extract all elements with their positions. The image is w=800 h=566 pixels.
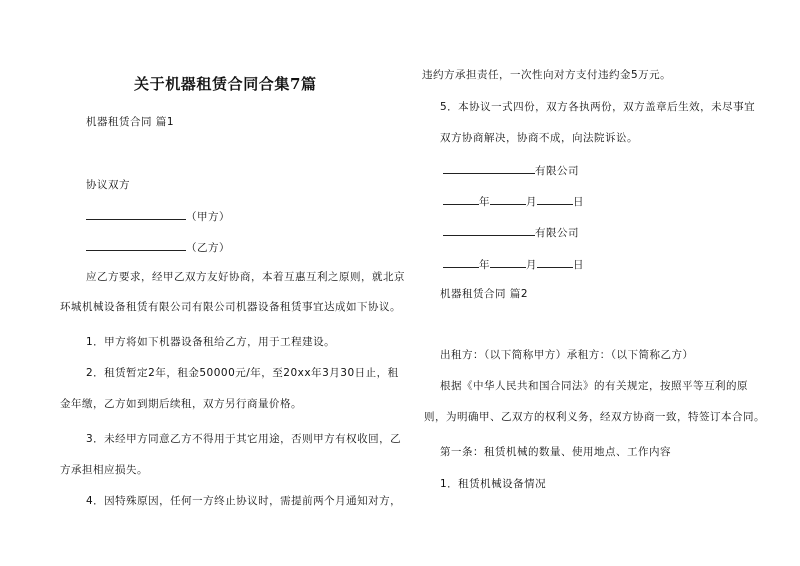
basis-line: 根据《中华人民共和国合同法》的有关规定，按照平等互利的原 xyxy=(440,380,748,392)
basis-line: 则，为明确甲、乙双方的权利义务，经双方协商一致，特签订本合同。 xyxy=(424,411,765,423)
party-a-line xyxy=(86,208,230,224)
article-1: 第一条：租赁机械的数量、使用地点、工作内容 xyxy=(440,446,671,458)
company-name-blank xyxy=(443,162,535,174)
year-blank xyxy=(443,193,479,205)
clause-1: 1．甲方将如下机器设备租给乙方，用于工程建设。 xyxy=(86,336,336,348)
contract-heading-2: 机器租赁合同 篇2 xyxy=(440,288,529,300)
party-a-blank xyxy=(86,208,186,220)
day-label: 日 xyxy=(573,259,584,271)
party-b-blank xyxy=(86,239,186,251)
company-suffix: 有限公司 xyxy=(535,227,579,239)
clause-2-line: 2．租赁暂定2年，租金50000元/年，至20xx年3月30日止，租 xyxy=(86,367,399,379)
party-a-label: （甲方） xyxy=(186,211,230,223)
year-label: 年 xyxy=(479,196,490,208)
day-label: 日 xyxy=(573,196,584,208)
contract-heading-1: 机器租赁合同 篇1 xyxy=(86,116,175,128)
year-blank xyxy=(443,256,479,268)
party-b-line xyxy=(86,239,230,255)
paragraph-line: 应乙方要求，经甲乙双方友好协商，本着互惠互利之原则，就北京 xyxy=(86,271,405,283)
clause-5-line: 双方协商解决，协商不成，向法院诉讼。 xyxy=(440,132,638,144)
lessor-lessee-line: 出租方：（以下简称甲方）承租方：（以下简称乙方） xyxy=(440,349,694,361)
clause-3-line: 3．未经甲方同意乙方不得用于其它用途，否则甲方有权收回，乙 xyxy=(86,433,402,445)
document-title: 关于机器租赁合同合集7篇 xyxy=(134,75,317,93)
company-name-blank xyxy=(443,224,535,236)
year-label: 年 xyxy=(479,259,490,271)
month-label: 月 xyxy=(526,196,537,208)
clause-5-line: 5．本协议一式四份，双方各执两份，双方盖章后生效，未尽事宜 xyxy=(440,101,756,113)
sub-item-1: 1．租赁机械设备情况 xyxy=(440,478,547,490)
signature-date-2 xyxy=(443,256,584,272)
company-suffix: 有限公司 xyxy=(535,165,579,177)
day-blank xyxy=(537,256,573,268)
month-label: 月 xyxy=(526,259,537,271)
day-blank xyxy=(537,193,573,205)
signature-company-2 xyxy=(443,224,579,240)
clause-3-line: 方承担相应损失。 xyxy=(60,464,148,476)
signature-date-1 xyxy=(443,193,584,209)
month-blank xyxy=(490,256,526,268)
signature-company-1 xyxy=(443,162,579,178)
paragraph-line: 环城机械设备租赁有限公司有限公司机器设备租赁事宜达成如下协议。 xyxy=(60,301,401,313)
clause-4-line: 4．因特殊原因，任何一方终止协议时，需提前两个月通知对方， xyxy=(86,495,402,507)
party-b-label: （乙方） xyxy=(186,242,230,254)
clause-4-continued: 违约方承担责任，一次性向对方支付违约金5万元。 xyxy=(422,69,672,81)
month-blank xyxy=(490,193,526,205)
parties-label: 协议双方 xyxy=(86,179,130,191)
clause-2-line: 金年缴，乙方如到期后续租，双方另行商量价格。 xyxy=(60,398,302,410)
